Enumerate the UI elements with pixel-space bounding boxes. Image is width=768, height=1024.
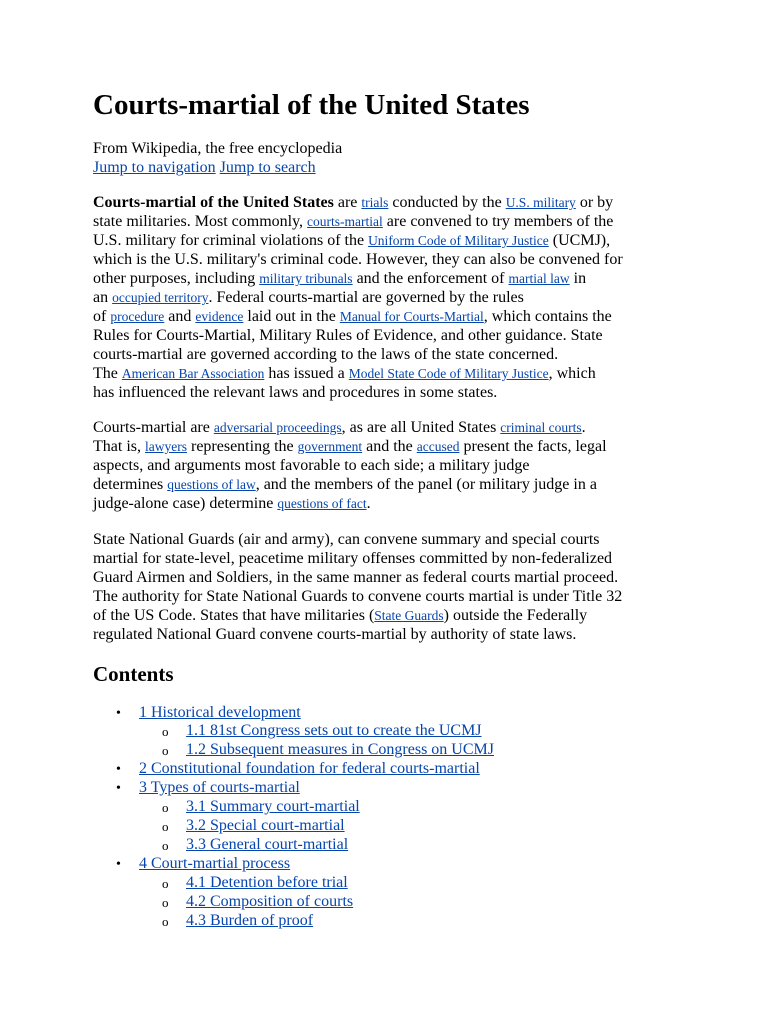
para1-line5: other purposes, including military tribunals and the enforcement of martial law in	[93, 270, 587, 287]
para2-line5: judge-alone case) determine questions of fact.	[93, 495, 371, 512]
toc-bullet: o	[162, 819, 169, 834]
link-accused[interactable]: accused	[416, 439, 460, 454]
toc-bullet: •	[116, 762, 121, 777]
link-occupied-territory[interactable]: occupied territory	[112, 290, 209, 305]
para2-line2: That is, lawyers representing the government and the accused present the facts, legal	[93, 438, 607, 455]
link-trials[interactable]: trials	[361, 195, 389, 210]
toc-bullet: o	[162, 895, 169, 910]
toc-bullet: o	[162, 743, 169, 758]
toc-item-4-3[interactable]: 4.3 Burden of proof	[186, 912, 314, 929]
toc-bullet: •	[116, 857, 121, 872]
link-american-bar-association[interactable]: American Bar Association	[121, 366, 265, 381]
toc-item-1-1[interactable]: 1.1 81st Congress sets out to create the UCMJ	[186, 722, 482, 739]
para1-line2: state militaries. Most commonly, courts-martial are convened to try members of the	[93, 213, 614, 230]
para1-line8: Rules for Courts-Martial, Military Rules of Evidence, and other guidance. State	[93, 327, 603, 344]
link-adversarial-proceedings[interactable]: adversarial proceedings	[213, 420, 342, 435]
link-us-military[interactable]: U.S. military	[505, 195, 576, 210]
toc-item-3-1[interactable]: 3.1 Summary court-martial	[186, 798, 360, 815]
toc-item-1-2[interactable]: 1.2 Subsequent measures in Congress on UCMJ	[186, 741, 494, 758]
para1-line3: U.S. military for criminal violations of the Uniform Code of Military Justice (UCMJ),	[93, 232, 611, 249]
toc-bullet: o	[162, 838, 169, 853]
toc-bullet: o	[162, 914, 169, 929]
para3-line6: regulated National Guard convene courts-martial by authority of state laws.	[93, 626, 577, 643]
jump-to-search-link[interactable]: Jump to search	[219, 159, 316, 176]
link-questions-of-fact[interactable]: questions of fact	[277, 496, 367, 511]
link-evidence[interactable]: evidence	[195, 309, 244, 324]
contents-heading: Contents	[93, 662, 174, 686]
toc-bullet: o	[162, 724, 169, 739]
tagline: From Wikipedia, the free encyclopedia	[93, 140, 343, 157]
link-questions-of-law[interactable]: questions of law	[167, 477, 256, 492]
link-state-guards[interactable]: State Guards	[374, 608, 444, 623]
toc-item-3-3[interactable]: 3.3 General court-martial	[186, 836, 349, 853]
para1-line4: which is the U.S. military's criminal code. However, they can also be convened for	[93, 251, 623, 268]
toc-bullet: o	[162, 800, 169, 815]
link-military-tribunals[interactable]: military tribunals	[259, 271, 353, 286]
para3-line4: The authority for State National Guards to convene courts martial is under Title 32	[93, 588, 623, 605]
para1-line6: an occupied territory. Federal courts-martial are governed by the rules	[93, 289, 524, 306]
para2-line1: Courts-martial are adversarial proceedings, as are all United States criminal courts.	[93, 419, 586, 436]
para3-line5: of the US Code. States that have militaries (State Guards) outside the Federally	[93, 607, 588, 624]
link-courts-martial[interactable]: courts-martial	[307, 214, 383, 229]
article-subject: Courts-martial of the United States	[93, 194, 334, 211]
toc-bullet: o	[162, 876, 169, 891]
jump-to-navigation-link[interactable]: Jump to navigation	[93, 159, 216, 176]
toc-item-3-2[interactable]: 3.2 Special court-martial	[186, 817, 345, 834]
para1-line7: of procedure and evidence laid out in the Manual for Courts-Martial, which contains the	[93, 308, 612, 325]
para1-line9: courts-martial are governed according to the laws of the state concerned.	[93, 346, 559, 363]
toc-item-4-1[interactable]: 4.1 Detention before trial	[186, 874, 348, 891]
toc-item-1[interactable]: 1 Historical development	[139, 704, 301, 721]
para3-line1: State National Guards (air and army), can convene summary and special courts	[93, 531, 600, 548]
toc-item-3[interactable]: 3 Types of courts-martial	[139, 779, 300, 796]
para2-line4: determines questions of law, and the members of the panel (or military judge in a	[93, 476, 597, 493]
para1-line11: has influenced the relevant laws and procedures in some states.	[93, 384, 498, 401]
para1-line1: Courts-martial of the United States are trials conducted by the U.S. military or by	[93, 194, 614, 211]
para1-line10: The American Bar Association has issued a Model State Code of Military Justice, which	[93, 365, 596, 382]
link-model-state-code[interactable]: Model State Code of Military Justice	[348, 366, 549, 381]
para3-line2: martial for state-level, peacetime military offenses committed by non-federalized	[93, 550, 613, 567]
para2-line3: aspects, and arguments most favorable to each side; a military judge	[93, 457, 530, 474]
link-government[interactable]: government	[297, 439, 363, 454]
link-procedure[interactable]: procedure	[110, 309, 165, 324]
link-martial-law[interactable]: martial law	[508, 271, 570, 286]
link-lawyers[interactable]: lawyers	[145, 439, 187, 454]
toc-item-4-2[interactable]: 4.2 Composition of courts	[186, 893, 354, 910]
jump-links	[93, 158, 316, 177]
link-manual-for-courts-martial[interactable]: Manual for Courts-Martial	[339, 309, 484, 324]
toc-bullet: •	[116, 706, 121, 721]
link-criminal-courts[interactable]: criminal courts	[500, 420, 582, 435]
para3-line3: Guard Airmen and Soldiers, in the same manner as federal courts martial proceed.	[93, 569, 619, 586]
toc-bullet: •	[116, 781, 121, 796]
page-title: Courts-martial of the United States	[93, 89, 530, 121]
toc-item-4[interactable]: 4 Court-martial process	[139, 855, 291, 872]
toc-item-2[interactable]: 2 Constitutional foundation for federal courts-martial	[139, 760, 480, 777]
link-ucmj[interactable]: Uniform Code of Military Justice	[368, 233, 549, 248]
